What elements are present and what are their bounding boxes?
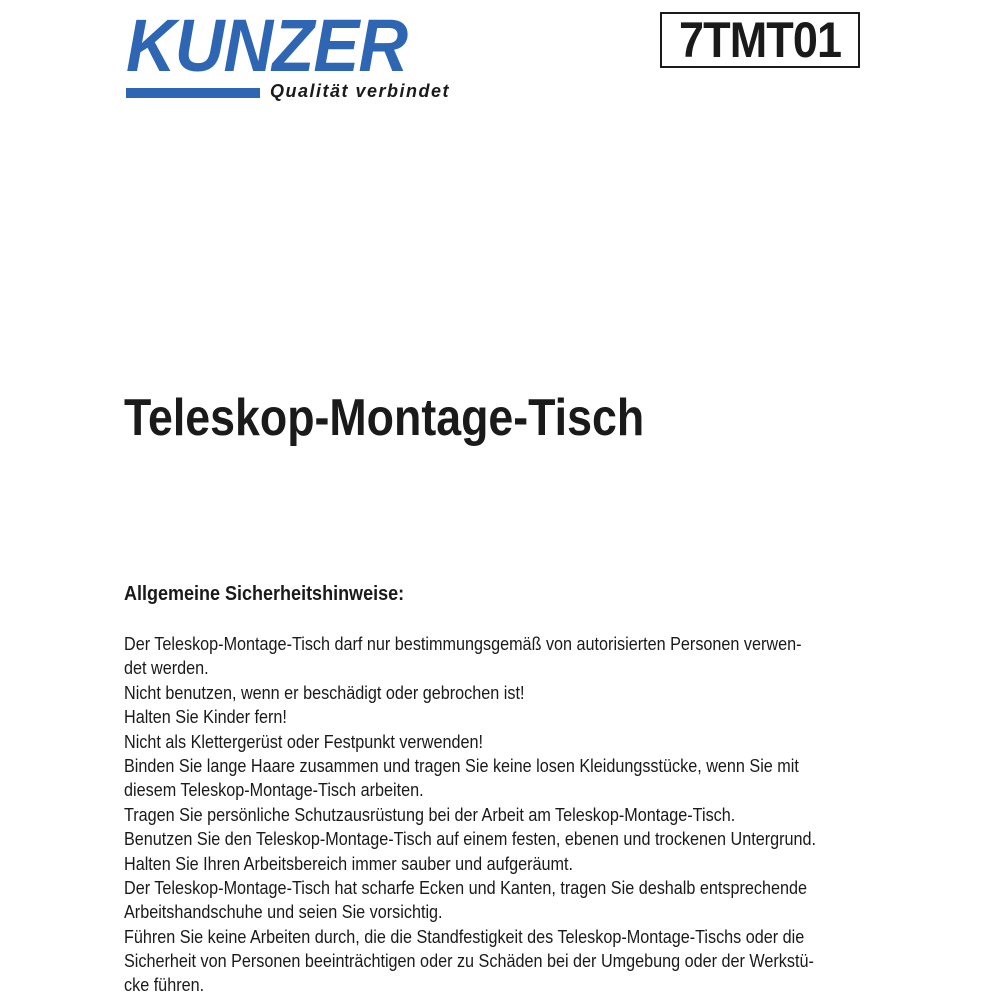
instruction-line: Nicht benutzen, wenn er beschädigt oder gebrochen ist! xyxy=(124,681,525,703)
model-number: 7TMT01 xyxy=(678,12,842,68)
safety-heading: Allgemeine Sicherheitshinweise: xyxy=(124,583,405,605)
instruction-line: Tragen Sie persönliche Schutzausrüstung bei der Arbeit am Teleskop-Montage-Tisch. xyxy=(124,803,736,825)
instruction-line: Führen Sie keine Arbeiten durch, die die Standfestigkeit des Teleskop-Montage-Tischs oder die xyxy=(124,925,805,947)
instruction-line: Der Teleskop-Montage-Tisch darf nur bestimmungsgemäß von autorisierten Personen verwen- xyxy=(124,633,802,654)
instruction-line: Der Teleskop-Montage-Tisch hat scharfe Ecken und Kanten, tragen Sie deshalb entsprechende xyxy=(124,876,807,898)
instruction-line: Nicht als Klettergerüst oder Festpunkt verwenden! xyxy=(124,730,484,752)
document-title: Teleskop-Montage-Tisch xyxy=(124,389,645,447)
instruction-line: det werden. xyxy=(124,657,209,679)
instruction-line: Binden Sie lange Haare zusammen und tragen Sie keine losen Kleidungsstücke, wenn Sie mit xyxy=(124,754,799,776)
kunzer-logo xyxy=(124,4,474,102)
instruction-line: cke führen. xyxy=(124,974,205,996)
instruction-line: Halten Sie Ihren Arbeitsbereich immer sauber und aufgeräumt. xyxy=(124,852,573,874)
instruction-line: Sicherheit von Personen beeinträchtigen oder zu Schäden bei der Umgebung oder der Werkstü- xyxy=(124,950,814,972)
safety-instructions xyxy=(124,632,864,998)
model-number-box xyxy=(660,12,860,68)
logo-wordmark: KUNZER xyxy=(126,4,408,87)
instruction-line: Benutzen Sie den Teleskop-Montage-Tisch auf einem festen, ebenen und trockenen Untergrund. xyxy=(124,828,817,850)
instruction-line: Arbeitshandschuhe und seien Sie vorsichtig. xyxy=(124,901,443,923)
logo-slogan: Qualität verbindet xyxy=(270,81,451,101)
instruction-line: diesem Teleskop-Montage-Tisch arbeiten. xyxy=(124,779,424,801)
instruction-line: Halten Sie Kinder fern! xyxy=(124,706,287,728)
logo-underline-bar xyxy=(126,88,260,98)
